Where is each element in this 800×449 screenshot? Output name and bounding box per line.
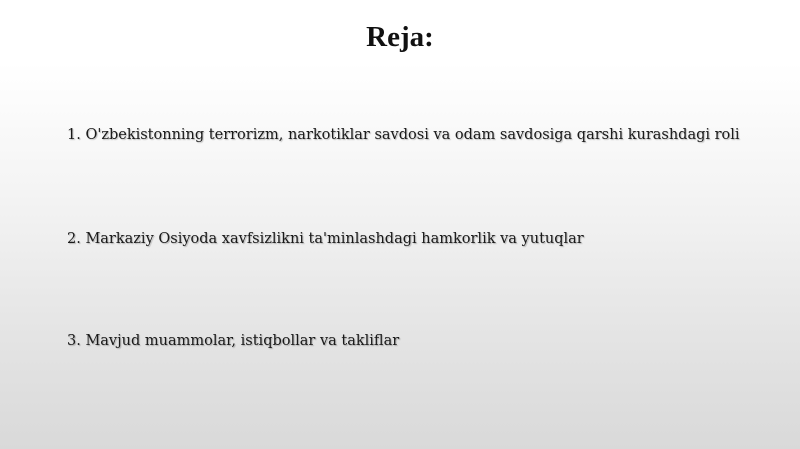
plan-item-1: 1. O'zbekistonning terrorizm, narkotiklar savdosi va odam savdosiga qarshi kurashdagi roli: [67, 127, 740, 143]
plan-item-2: 2. Markaziy Osiyoda xavfsizlikni ta'minlashdagi hamkorlik va yutuqlar: [67, 231, 584, 247]
plan-item-3: 3. Mavjud muammolar, istiqbollar va takliflar: [67, 333, 400, 349]
slide-title: Reja:: [366, 21, 434, 53]
